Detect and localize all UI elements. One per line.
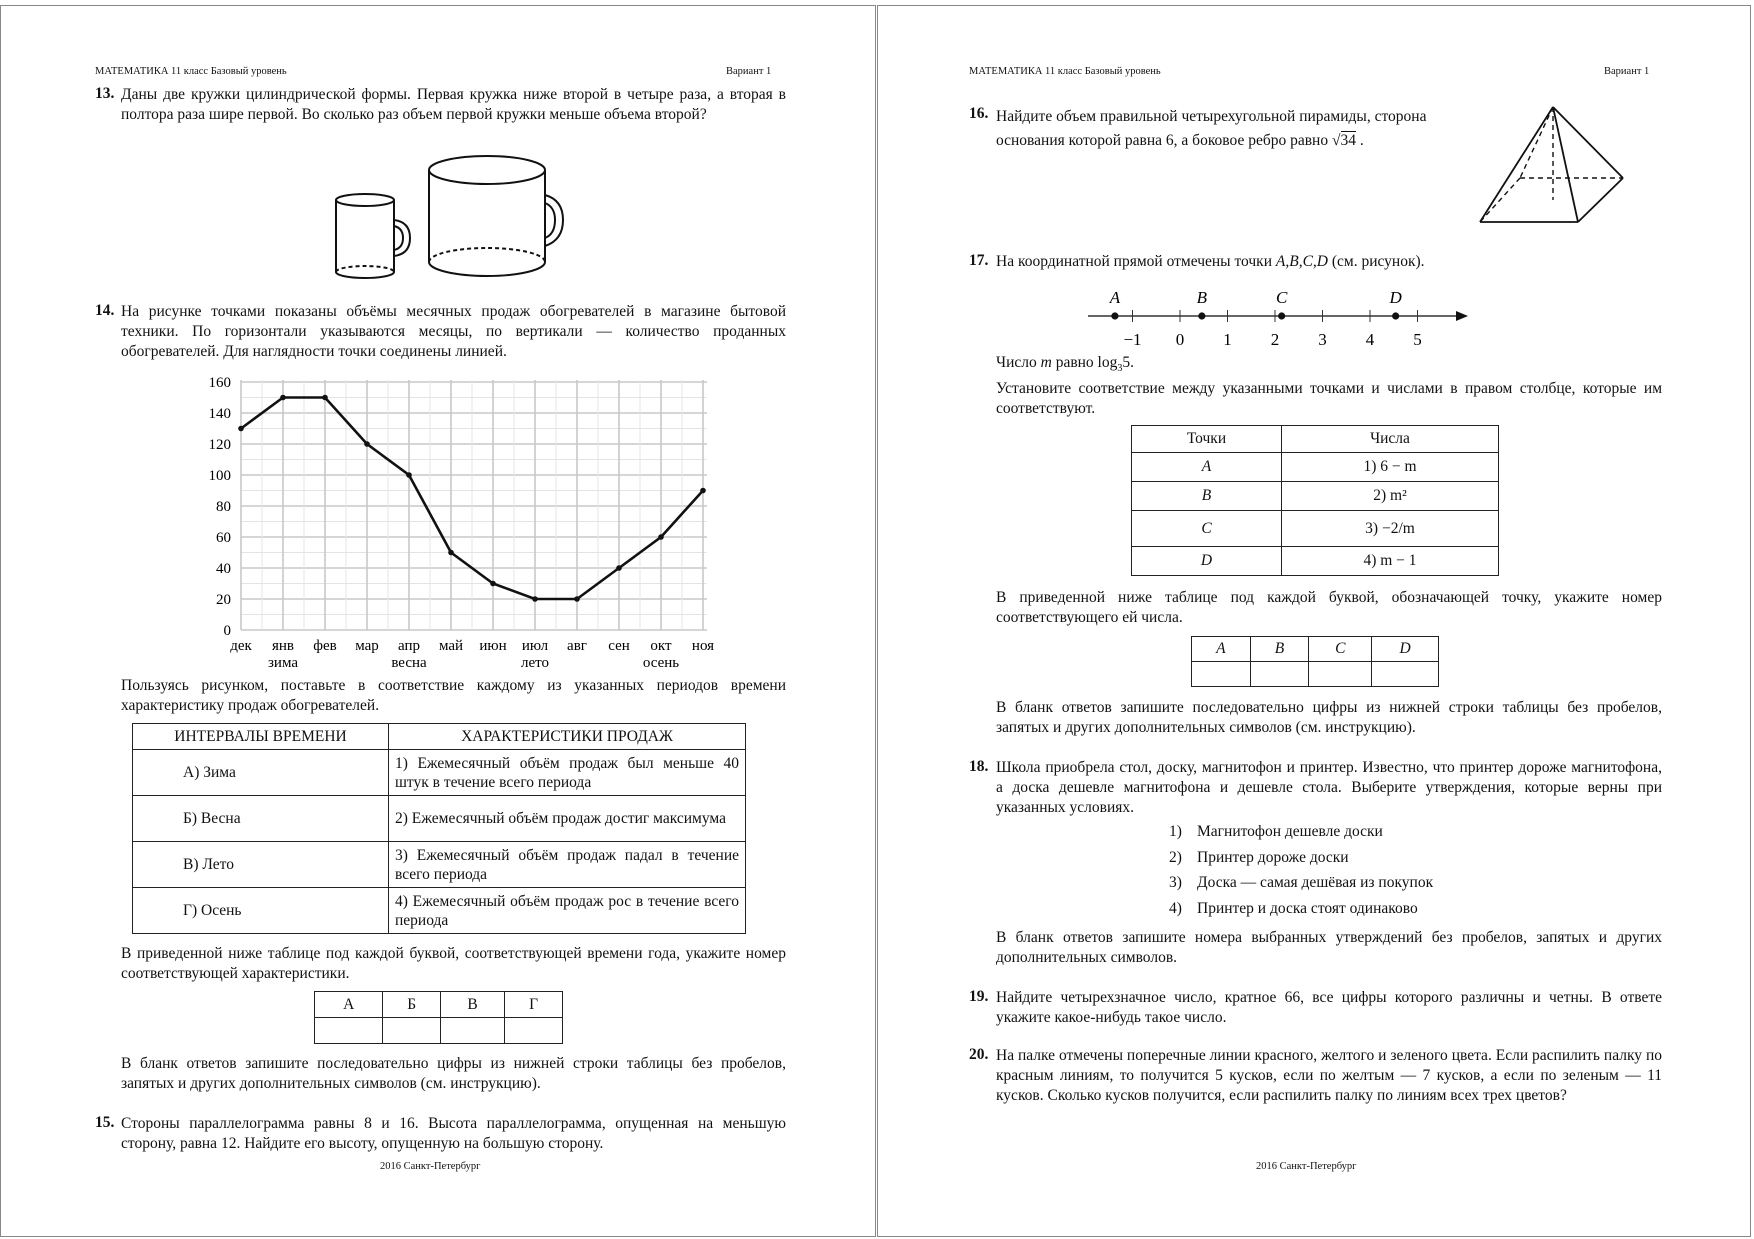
q20-number: 20. — [969, 1046, 989, 1063]
item-number: 2) — [1169, 848, 1182, 866]
data-point — [532, 596, 538, 602]
answer-letter: A — [1192, 637, 1251, 662]
q14-answer-table — [314, 991, 563, 1044]
point-label: C — [1275, 288, 1288, 307]
table-row — [133, 750, 746, 796]
data-point — [238, 426, 244, 432]
q16-line1: Найдите объем правильной четырехугольной пирамиды, сторона — [996, 108, 1427, 125]
q14-number: 14. — [95, 302, 115, 319]
y-tick-label: 40 — [216, 561, 231, 577]
interval-cell: Г) Осень — [133, 888, 389, 934]
number-cell: 2) m² — [1282, 482, 1499, 511]
answer-input-cell[interactable] — [1250, 662, 1309, 687]
item-text: Принтер дороже доски — [1197, 848, 1349, 866]
point-marker — [1278, 312, 1285, 319]
interval-cell: Б) Весна — [133, 796, 389, 842]
point-label: B — [1196, 288, 1208, 307]
x-tick-label: авг — [567, 638, 587, 654]
y-tick-label: 60 — [216, 530, 231, 546]
tick-label: 3 — [1318, 330, 1327, 349]
point-cell: C — [1132, 511, 1282, 547]
table-row — [133, 842, 746, 888]
footer: 2016 Санкт-Петербург — [380, 1161, 481, 1172]
answer-letter: B — [1250, 637, 1309, 662]
answer-input-cell[interactable] — [383, 1018, 440, 1044]
answer-letter: Г — [505, 992, 563, 1018]
x-tick-label: апр — [398, 638, 420, 654]
table-row — [1132, 511, 1499, 547]
season-label: весна — [391, 655, 427, 671]
characteristic-cell: 3) Ежемесячный объём продаж падал в течение всего периода — [389, 842, 746, 888]
list-item — [1169, 823, 1433, 849]
answer-input-cell[interactable] — [1192, 662, 1251, 687]
characteristic-cell: 1) Ежемесячный объём продаж был меньше 40 штук в течение всего периода — [389, 750, 746, 796]
table-header: Точки — [1132, 426, 1282, 453]
q14-paragraph-2: В приведенной ниже таблице под каждой буквой, соответствующей времени года, укажите номер соответствующей характеристики. — [121, 945, 786, 982]
q17-text-b: (см. рисунок). — [1331, 253, 1425, 270]
q17-text — [996, 252, 1656, 272]
x-tick-label: янв — [271, 638, 295, 654]
y-tick-label: 100 — [208, 468, 231, 484]
q14-text: На рисунке точками показаны объёмы месячных продаж обогревателей в магазине бытовой техники. По горизонтали указываются месяцы, по вертикали — количество проданных обогревателей. Для наглядности точки соединены линией. — [121, 303, 786, 360]
table-row — [1132, 453, 1499, 482]
header-left: МАТЕМАТИКА 11 класс Базовый уровень — [969, 66, 1161, 77]
characteristic-cell: 2) Ежемесячный объём продаж достиг максимума — [389, 796, 746, 842]
item-number: 1) — [1169, 823, 1182, 840]
tick-label: 0 — [1175, 330, 1185, 349]
sqrt-expression: √34 — [1331, 132, 1356, 149]
answer-letter: А — [315, 992, 383, 1018]
q19-number: 19. — [969, 988, 989, 1005]
tick-label: 4 — [1365, 330, 1375, 349]
table-header: ИНТЕРВАЛЫ ВРЕМЕНИ — [133, 724, 389, 750]
header-left: МАТЕМАТИКА 11 класс Базовый уровень — [95, 66, 287, 77]
table-header: Числа — [1282, 426, 1499, 453]
list-item — [1169, 849, 1433, 875]
point-cell: D — [1132, 547, 1282, 576]
data-point — [364, 441, 370, 447]
point-marker — [1392, 312, 1399, 319]
q16-text — [996, 105, 1476, 153]
answer-letter: В — [440, 992, 504, 1018]
q14-match-table — [132, 723, 746, 934]
answer-input-cell[interactable] — [440, 1018, 504, 1044]
point-label: A — [1109, 288, 1121, 307]
answer-input-cell[interactable] — [505, 1018, 563, 1044]
point-marker — [1111, 312, 1118, 319]
answer-input-cell[interactable] — [315, 1018, 383, 1044]
q16-line2: основания которой равна 6, а боковое ребро равно — [996, 132, 1329, 149]
q13-number: 13. — [95, 85, 115, 102]
season-label: лето — [520, 655, 550, 671]
data-point — [322, 395, 328, 401]
q15-text: Стороны параллелограмма равны 8 и 16. Высота параллелограмма, опущенная на меньшую сторону, равна 12. Найдите его высоту, опущенную на большую сторону. — [121, 1115, 786, 1152]
q18-number: 18. — [969, 758, 989, 775]
q19-text: Найдите четырехзначное число, кратное 66, все цифры которого различны и четны. В ответе укажите какое-нибудь такое число. — [996, 989, 1662, 1026]
q17-match-table — [1131, 425, 1499, 576]
data-point — [658, 534, 664, 540]
y-tick-label: 140 — [208, 406, 231, 422]
m-end: 5. — [1122, 354, 1134, 371]
point-cell: A — [1132, 453, 1282, 482]
x-tick-label: фев — [313, 638, 337, 654]
x-tick-label: июл — [521, 638, 549, 654]
q18-text: Школа приобрела стол, доску, магнитофон и принтер. Известно, что принтер дороже магнитофона, а доска дешевле магнитофона и дешевле стола. Выберите утверждения, которые верны при указанных условиях. — [996, 759, 1662, 816]
x-tick-label: окт — [650, 638, 672, 654]
number-cell: 3) −2/m — [1282, 511, 1499, 547]
tick-label: 2 — [1270, 330, 1280, 349]
y-tick-label: 160 — [208, 375, 231, 391]
x-tick-label: июн — [479, 638, 507, 654]
item-text: Доска — самая дешёвая из покупок — [1197, 874, 1434, 891]
interval-cell: А) Зима — [133, 750, 389, 796]
number-line — [1080, 285, 1480, 351]
q13-text: Даны две кружки цилиндрической формы. Первая кружка ниже второй в четыре раза, а вторая в полтора раза шире первой. Во сколько раз объем первой кружки меньше объема второй? — [121, 86, 786, 123]
sqrt-radicand: 34 — [1340, 132, 1356, 149]
m-log: равно log — [1055, 354, 1118, 371]
characteristic-cell: 4) Ежемесячный объём продаж рос в течение всего периода — [389, 888, 746, 934]
point-label: D — [1389, 288, 1402, 307]
x-tick-label: сен — [608, 638, 630, 654]
data-point — [616, 565, 622, 571]
x-tick-label: май — [438, 638, 464, 654]
x-tick-label: ноя — [691, 638, 715, 654]
q16-number: 16. — [969, 105, 989, 122]
table-row — [133, 888, 746, 934]
q17-paragraph-3: В бланк ответов запишите последовательно цифры из нижней строки таблицы без пробелов, запятых и других дополнительных символов (см. инструкцию). — [996, 699, 1662, 736]
item-number: 3) — [1169, 874, 1182, 891]
x-tick-label: дек — [230, 638, 252, 654]
q14-paragraph-1: Пользуясь рисунком, поставьте в соответствие каждому из указанных периодов времени характеристику продаж обогревателей. — [121, 677, 786, 714]
answer-letter: D — [1372, 637, 1439, 662]
q17-paragraph-1: Установите соответствие между указанными точками и числами в правом столбце, которые им соответствуют. — [996, 380, 1662, 417]
table-row — [1132, 482, 1499, 511]
season-label: осень — [642, 655, 680, 671]
data-point — [448, 550, 454, 556]
x-tick-label: мар — [355, 638, 379, 654]
q17-points: A,B,C,D — [1275, 253, 1328, 270]
header-variant: Вариант 1 — [1604, 66, 1650, 77]
m-pre: Число — [996, 354, 1037, 371]
season-label: зима — [268, 655, 298, 671]
interval-cell: В) Лето — [133, 842, 389, 888]
data-point — [406, 472, 412, 478]
data-point — [700, 488, 706, 494]
mugs-figure — [330, 150, 580, 282]
q18-options — [1169, 823, 1433, 925]
q16-end: . — [1359, 132, 1364, 149]
tick-label: −1 — [1123, 330, 1142, 349]
q14-paragraph-3: В бланк ответов запишите последовательно цифры из нижней строки таблицы без пробелов, запятых и других дополнительных символов (см. инструкцию). — [121, 1055, 786, 1092]
m-definition — [996, 353, 1134, 379]
q17-text-a: На координатной прямой отмечены точки — [996, 253, 1273, 270]
q17-paragraph-2: В приведенной ниже таблице под каждой буквой, обозначающей точку, укажите номер соответствующего ей числа. — [996, 589, 1662, 626]
arrow-icon — [1456, 311, 1468, 321]
data-point — [574, 596, 580, 602]
tick-label: 5 — [1413, 330, 1422, 349]
item-text: Магнитофон дешевле доски — [1197, 823, 1383, 840]
sales-chart — [180, 370, 740, 680]
answer-letter: Б — [383, 992, 440, 1018]
q17-answer-table — [1191, 636, 1439, 687]
point-cell: B — [1132, 482, 1282, 511]
q18-paragraph: В бланк ответов запишите номера выбранных утверждений без пробелов, запятых и других дополнительных символов. — [996, 929, 1662, 966]
list-item — [1169, 900, 1433, 926]
q17-number: 17. — [969, 252, 989, 269]
answer-input-cell[interactable] — [1372, 662, 1439, 687]
y-tick-label: 0 — [223, 623, 231, 639]
header-variant: Вариант 1 — [726, 66, 772, 77]
table-row — [133, 796, 746, 842]
number-cell: 4) m − 1 — [1282, 547, 1499, 576]
y-tick-label: 120 — [208, 437, 231, 453]
q15-number: 15. — [95, 1114, 115, 1131]
footer: 2016 Санкт-Петербург — [1256, 1161, 1357, 1172]
item-text: Принтер и доска стоят одинаково — [1197, 899, 1418, 917]
pyramid-figure — [1475, 102, 1630, 227]
y-tick-label: 20 — [216, 592, 231, 608]
point-marker — [1198, 312, 1205, 319]
data-point — [490, 581, 496, 587]
log-base: 3 — [1117, 363, 1123, 375]
number-cell: 1) 6 − m — [1282, 453, 1499, 482]
answer-input-cell[interactable] — [1309, 662, 1372, 687]
list-item — [1169, 874, 1433, 900]
tick-label: 1 — [1223, 330, 1232, 349]
q20-text: На палке отмечены поперечные линии красного, желтого и зеленого цвета. Если распилить палку по красным линиям, то получится 5 кусков, если по желтым — 7 кусков, а если по зеленым — 11 кусков. Сколько кусков получится, если распилить палку по линиям всех трех цветов? — [996, 1047, 1662, 1104]
y-tick-label: 80 — [216, 499, 231, 515]
table-header: ХАРАКТЕРИСТИКИ ПРОДАЖ — [389, 724, 746, 750]
m-var: m — [1040, 354, 1052, 371]
item-number: 4) — [1169, 899, 1182, 917]
answer-letter: C — [1309, 637, 1372, 662]
table-row — [1132, 547, 1499, 576]
data-point — [280, 395, 286, 401]
